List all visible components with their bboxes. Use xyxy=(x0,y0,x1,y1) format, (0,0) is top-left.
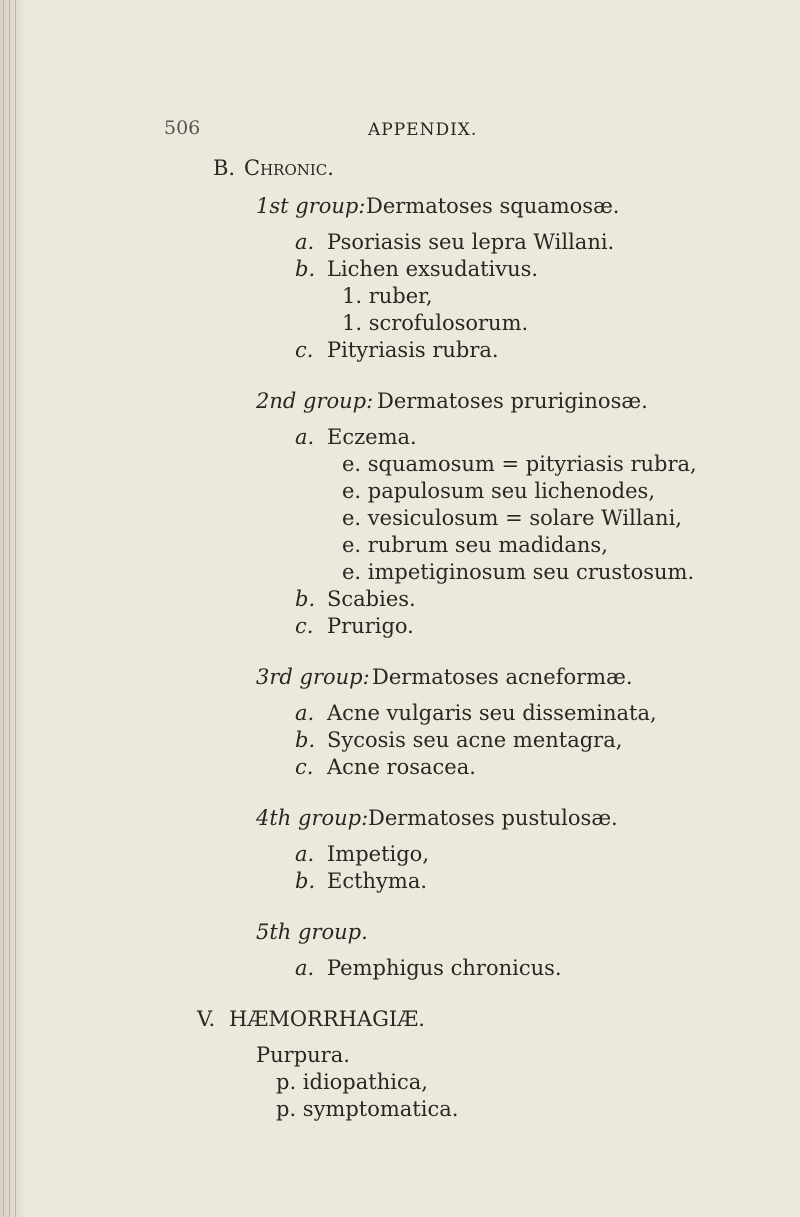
sub-item: p. idiopathica, xyxy=(276,1070,428,1094)
group-heading: Dermatoses pustulosæ. xyxy=(368,806,618,830)
section-heading: Chronic. xyxy=(244,156,334,180)
sub-item: 1. scrofulosorum. xyxy=(342,311,529,335)
sub-item: e. papulosum seu lichenodes, xyxy=(342,479,656,503)
list-marker: b. xyxy=(295,728,316,752)
group-label: 2nd group: xyxy=(256,389,374,413)
list-marker: a. xyxy=(295,425,315,449)
sub-item: e. impetiginosum seu crustosum. xyxy=(342,560,695,584)
group-heading: Dermatoses pruriginosæ. xyxy=(377,389,648,413)
page-gutter xyxy=(0,0,26,1217)
list-marker: c. xyxy=(295,755,314,779)
list-item: Prurigo. xyxy=(327,614,414,638)
list-item: Scabies. xyxy=(327,587,416,611)
gutter-line xyxy=(3,0,4,1217)
section-heading: HÆMORRHAGIÆ. xyxy=(229,1007,425,1031)
sub-item: e. vesiculosum = solare Willani, xyxy=(342,506,682,530)
list-marker: a. xyxy=(295,701,315,725)
list-item: Acne vulgaris seu disseminata, xyxy=(327,701,657,725)
sub-item: p. symptomatica. xyxy=(276,1097,459,1121)
list-item: Eczema. xyxy=(327,425,417,449)
list-marker: b. xyxy=(295,587,316,611)
running-title: APPENDIX. xyxy=(368,120,478,140)
sub-item: e. rubrum seu madidans, xyxy=(342,533,608,557)
group-label: 3rd group: xyxy=(256,665,370,689)
list-marker: c. xyxy=(295,338,314,362)
list-item: Ecthyma. xyxy=(327,869,428,893)
list-item: Sycosis seu acne mentagra, xyxy=(327,728,623,752)
list-marker: b. xyxy=(295,869,316,893)
list-marker: c. xyxy=(295,614,314,638)
gutter-line xyxy=(9,0,10,1217)
group-label: 5th group. xyxy=(256,920,368,944)
gutter-line xyxy=(15,0,16,1217)
section-numeral: V. xyxy=(197,1007,216,1031)
list-item: Acne rosacea. xyxy=(327,755,476,779)
list-item: Purpura. xyxy=(256,1043,350,1067)
sub-item: e. squamosum = pityriasis rubra, xyxy=(342,452,697,476)
list-marker: b. xyxy=(295,257,316,281)
sub-item: 1. ruber, xyxy=(342,284,433,308)
section-letter: B. xyxy=(213,156,236,180)
group-heading: Dermatoses acneformæ. xyxy=(372,665,633,689)
group-label: 4th group: xyxy=(256,806,369,830)
list-item: Psoriasis seu lepra Willani. xyxy=(327,230,615,254)
list-item: Lichen exsudativus. xyxy=(327,257,539,281)
page-number: 506 xyxy=(164,117,201,139)
list-item: Impetigo, xyxy=(327,842,429,866)
list-item: Pemphigus chronicus. xyxy=(327,956,562,980)
list-marker: a. xyxy=(295,230,315,254)
list-item: Pityriasis rubra. xyxy=(327,338,499,362)
group-heading: Dermatoses squamosæ. xyxy=(366,194,620,218)
list-marker: a. xyxy=(295,956,315,980)
list-marker: a. xyxy=(295,842,315,866)
group-label: 1st group: xyxy=(256,194,366,218)
